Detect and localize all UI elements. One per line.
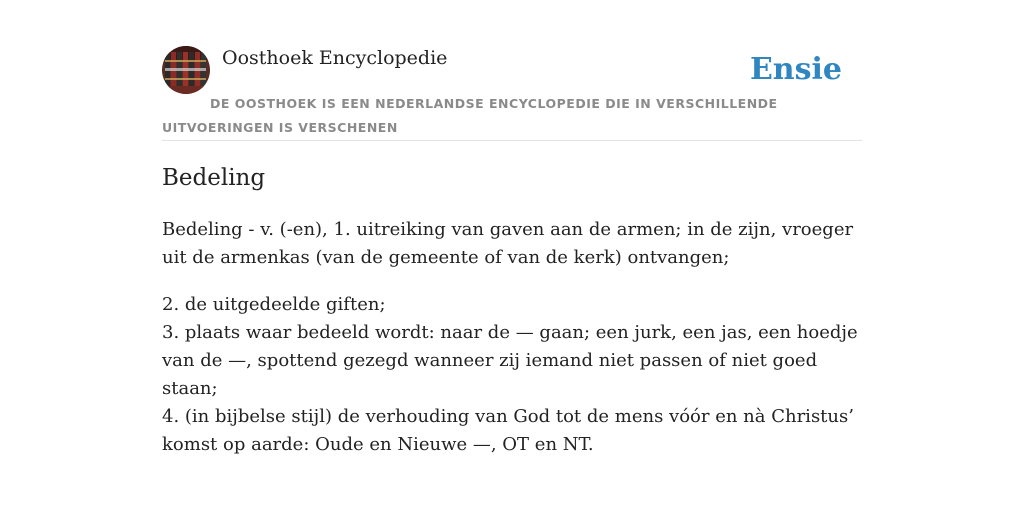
- entry-paragraph: Bedeling - v. (-en), 1. uitreiking van gaven aan de armen; in de zijn, vroeger uit de armenkas (van de gemeente of van de kerk) ontvangen;: [162, 219, 854, 268]
- entry-title: Bedeling: [162, 165, 266, 191]
- source-description: DE OOSTHOEK IS EEN NEDERLANDSE ENCYCLOPEDIE DIE IN VERSCHILLENDE UITVOERINGEN IS VERSCHENEN: [162, 96, 778, 135]
- brand-logo[interactable]: Ensie: [749, 52, 842, 87]
- encyclopedia-books-icon: [162, 46, 210, 94]
- source-avatar[interactable]: [162, 46, 210, 94]
- entry-line: 4. (in bijbelse stijl) de verhouding van God tot de mens vóór en nà Christus’ komst op aarde: Oude en Nieuwe —, OT en NT.: [162, 406, 854, 455]
- entry-line: 3. plaats waar bedeeld wordt: naar de — gaan; een jurk, een jas, een hoedje van de —, spottend gezegd wanneer zij iemand niet passen of niet goed staan;: [162, 322, 858, 399]
- source-header: [162, 46, 862, 141]
- entry-body: [162, 216, 862, 478]
- source-title[interactable]: Oosthoek Encyclopedie: [222, 47, 448, 69]
- entry-paragraph-list: [162, 291, 862, 459]
- entry-line: 2. de uitgedeelde giften;: [162, 294, 386, 315]
